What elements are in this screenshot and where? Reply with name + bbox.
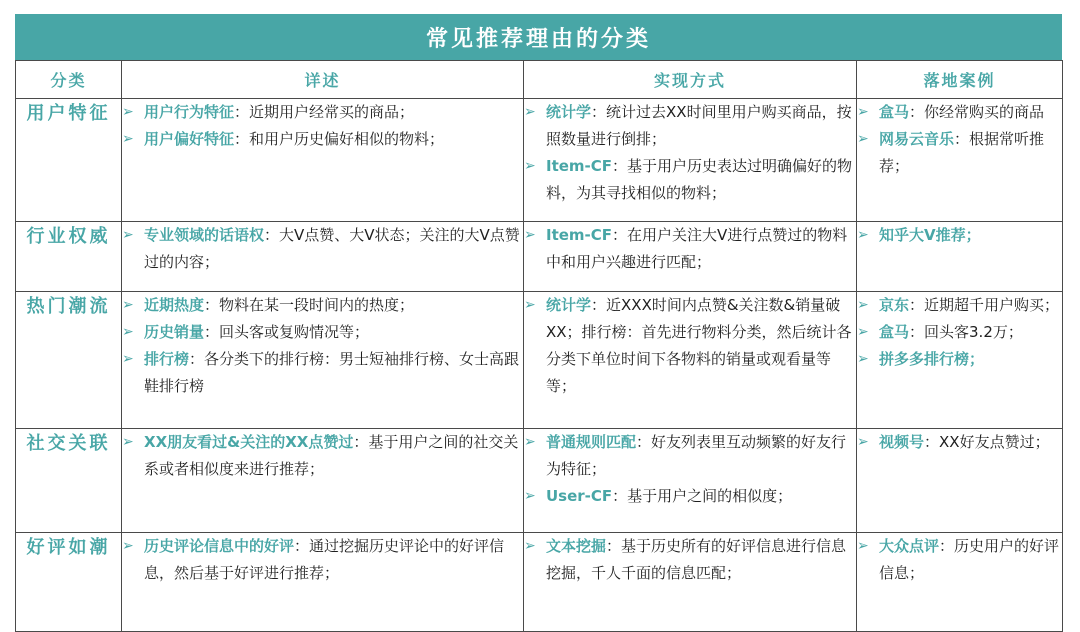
item-text <box>546 483 856 510</box>
table-row <box>16 222 1063 292</box>
list-item <box>524 99 856 153</box>
detail-cell <box>122 222 524 292</box>
item-text <box>144 222 523 276</box>
item-keyword: User-CF <box>546 487 613 505</box>
item-text <box>546 99 856 153</box>
item-keyword: 视频号 <box>879 433 925 451</box>
item-keyword: 盒马 <box>879 103 910 121</box>
item-text <box>879 126 1062 180</box>
item-text <box>546 292 856 400</box>
item-text <box>546 153 856 207</box>
method-cell <box>524 429 857 533</box>
list-item <box>857 346 1062 373</box>
item-keyword: XX朋友看过&关注的XX点赞过 <box>144 433 354 451</box>
arrow-bullet-icon: ➢ <box>122 297 134 313</box>
arrow-bullet-icon: ➢ <box>122 324 134 340</box>
item-text <box>546 222 856 276</box>
category-cell: 用户特征 <box>16 99 122 222</box>
arrow-bullet-icon: ➢ <box>122 351 134 367</box>
item-keyword: 文本挖掘 <box>546 537 607 555</box>
item-description: ：回头客或复购情况等； <box>204 323 370 341</box>
item-text <box>879 533 1062 587</box>
list-item <box>524 533 856 587</box>
category-cell: 好评如潮 <box>16 533 122 632</box>
item-description: ：物料在某一段时间内的热度； <box>204 296 415 314</box>
item-description: ：近期超千用户购买； <box>909 296 1060 314</box>
item-description: ：基于用户之间的相似度； <box>612 487 793 505</box>
arrow-bullet-icon: ➢ <box>857 297 869 313</box>
case-cell <box>857 99 1063 222</box>
item-text <box>144 126 523 153</box>
method-cell <box>524 99 857 222</box>
category-cell: 社交关联 <box>16 429 122 533</box>
header-case: 落地案例 <box>857 61 1063 99</box>
list-item <box>122 319 523 346</box>
arrow-bullet-icon: ➢ <box>122 104 134 120</box>
item-keyword: 知乎大V推荐； <box>879 226 981 244</box>
item-keyword: 拼多多排行榜； <box>879 350 985 368</box>
item-description: ：近XXX时间内点赞&关注数&销量破XX；排行榜：首先进行物料分类，然后统计各分类下单位时间下各物料的销量或观看量等等； <box>546 296 852 395</box>
item-keyword: 专业领域的话语权 <box>144 226 265 244</box>
list-item <box>857 319 1062 346</box>
arrow-bullet-icon: ➢ <box>524 227 536 243</box>
arrow-bullet-icon: ➢ <box>857 324 869 340</box>
list-item <box>857 292 1062 319</box>
item-keyword: 统计学 <box>546 103 592 121</box>
list-item <box>524 429 856 483</box>
arrow-bullet-icon: ➢ <box>122 434 134 450</box>
arrow-bullet-icon: ➢ <box>524 158 536 174</box>
item-description: ：和用户历史偏好相似的物料； <box>234 130 445 148</box>
item-text <box>144 292 523 319</box>
list-item <box>857 429 1062 456</box>
detail-cell <box>122 533 524 632</box>
item-keyword: 用户偏好特征 <box>144 130 235 148</box>
arrow-bullet-icon: ➢ <box>857 104 869 120</box>
page-title: 常见推荐理由的分类 <box>15 14 1062 60</box>
item-description: ：大V点赞、大V状态；关注的大V点赞过的内容； <box>144 226 520 271</box>
list-item <box>524 222 856 276</box>
case-cell <box>857 292 1063 429</box>
item-description: ：在用户关注大V进行点赞过的物料中和用户兴趣进行匹配； <box>546 226 848 271</box>
item-text <box>879 222 1062 249</box>
list-item <box>857 533 1062 587</box>
item-keyword: 京东 <box>879 296 910 314</box>
item-keyword: 普通规则匹配 <box>546 433 637 451</box>
arrow-bullet-icon: ➢ <box>857 227 869 243</box>
arrow-bullet-icon: ➢ <box>122 131 134 147</box>
arrow-bullet-icon: ➢ <box>524 297 536 313</box>
item-text <box>144 533 523 587</box>
item-description: ：统计过去XX时间里用户购买商品，按照数量进行倒排； <box>546 103 852 148</box>
list-item <box>857 99 1062 126</box>
item-description: ：你经常购买的商品 <box>909 103 1045 121</box>
item-keyword: 盒马 <box>879 323 910 341</box>
item-description: ：近期用户经常买的商品； <box>234 103 415 121</box>
header-method: 实现方式 <box>524 61 857 99</box>
arrow-bullet-icon: ➢ <box>524 538 536 554</box>
item-description: ：根据常听推荐； <box>879 130 1045 175</box>
item-keyword: 历史销量 <box>144 323 205 341</box>
item-description: ：回头客3.2万； <box>909 323 1023 341</box>
item-keyword: 大众点评 <box>879 537 940 555</box>
case-cell <box>857 533 1063 632</box>
item-description: ：通过挖掘历史评论中的好评信息，然后基于好评进行推荐； <box>144 537 505 582</box>
item-text <box>546 429 856 483</box>
arrow-bullet-icon: ➢ <box>122 538 134 554</box>
item-text <box>144 319 523 346</box>
category-cell: 热门潮流 <box>16 292 122 429</box>
header-row <box>16 61 1063 99</box>
table-row <box>16 429 1063 533</box>
list-item <box>122 429 523 483</box>
arrow-bullet-icon: ➢ <box>524 434 536 450</box>
list-item <box>857 126 1062 180</box>
arrow-bullet-icon: ➢ <box>524 488 536 504</box>
item-description: ：基于历史所有的好评信息进行信息挖掘，千人千面的信息匹配； <box>546 537 847 582</box>
case-cell <box>857 222 1063 292</box>
arrow-bullet-icon: ➢ <box>122 227 134 243</box>
item-keyword: Item-CF <box>546 157 613 175</box>
item-description: ：基于用户历史表达过明确偏好的物料，为其寻找相似的物料； <box>546 157 853 202</box>
recommendation-table <box>15 60 1063 632</box>
arrow-bullet-icon: ➢ <box>524 104 536 120</box>
list-item <box>122 99 523 126</box>
arrow-bullet-icon: ➢ <box>857 351 869 367</box>
item-text <box>879 319 1062 346</box>
item-keyword: Item-CF <box>546 226 613 244</box>
category-cell: 行业权威 <box>16 222 122 292</box>
detail-cell <box>122 429 524 533</box>
item-keyword: 统计学 <box>546 296 592 314</box>
table-row <box>16 292 1063 429</box>
item-description: ：基于用户之间的社交关系或者相似度来进行推荐； <box>144 433 519 478</box>
list-item <box>524 483 856 510</box>
item-keyword: 历史评论信息中的好评 <box>144 537 295 555</box>
method-cell <box>524 292 857 429</box>
list-item <box>122 126 523 153</box>
list-item <box>122 222 523 276</box>
item-keyword: 网易云音乐 <box>879 130 955 148</box>
arrow-bullet-icon: ➢ <box>857 538 869 554</box>
method-cell <box>524 222 857 292</box>
detail-cell <box>122 99 524 222</box>
item-keyword: 用户行为特征 <box>144 103 235 121</box>
item-keyword: 近期热度 <box>144 296 205 314</box>
item-description: ：好友列表里互动频繁的好友行为特征； <box>546 433 847 478</box>
item-text <box>879 429 1062 456</box>
method-cell <box>524 533 857 632</box>
table-row <box>16 99 1063 222</box>
item-description: ：各分类下的排行榜：男士短袖排行榜、女士高跟鞋排行榜 <box>144 350 520 395</box>
list-item <box>857 222 1062 249</box>
header-detail: 详述 <box>122 61 524 99</box>
item-description: ：XX好友点赞过； <box>924 433 1050 451</box>
list-item <box>122 346 523 400</box>
item-text <box>546 533 856 587</box>
list-item <box>122 292 523 319</box>
list-item <box>524 292 856 400</box>
case-cell <box>857 429 1063 533</box>
item-text <box>144 346 523 400</box>
list-item <box>524 153 856 207</box>
item-description: ：历史用户的好评信息； <box>879 537 1060 582</box>
detail-cell <box>122 292 524 429</box>
table-row <box>16 533 1063 632</box>
item-text <box>144 99 523 126</box>
arrow-bullet-icon: ➢ <box>857 434 869 450</box>
item-text <box>879 99 1062 126</box>
item-text <box>879 292 1062 319</box>
item-text <box>879 346 1062 373</box>
item-keyword: 排行榜 <box>144 350 190 368</box>
list-item <box>122 533 523 587</box>
header-category: 分类 <box>16 61 122 99</box>
arrow-bullet-icon: ➢ <box>857 131 869 147</box>
item-text <box>144 429 523 483</box>
